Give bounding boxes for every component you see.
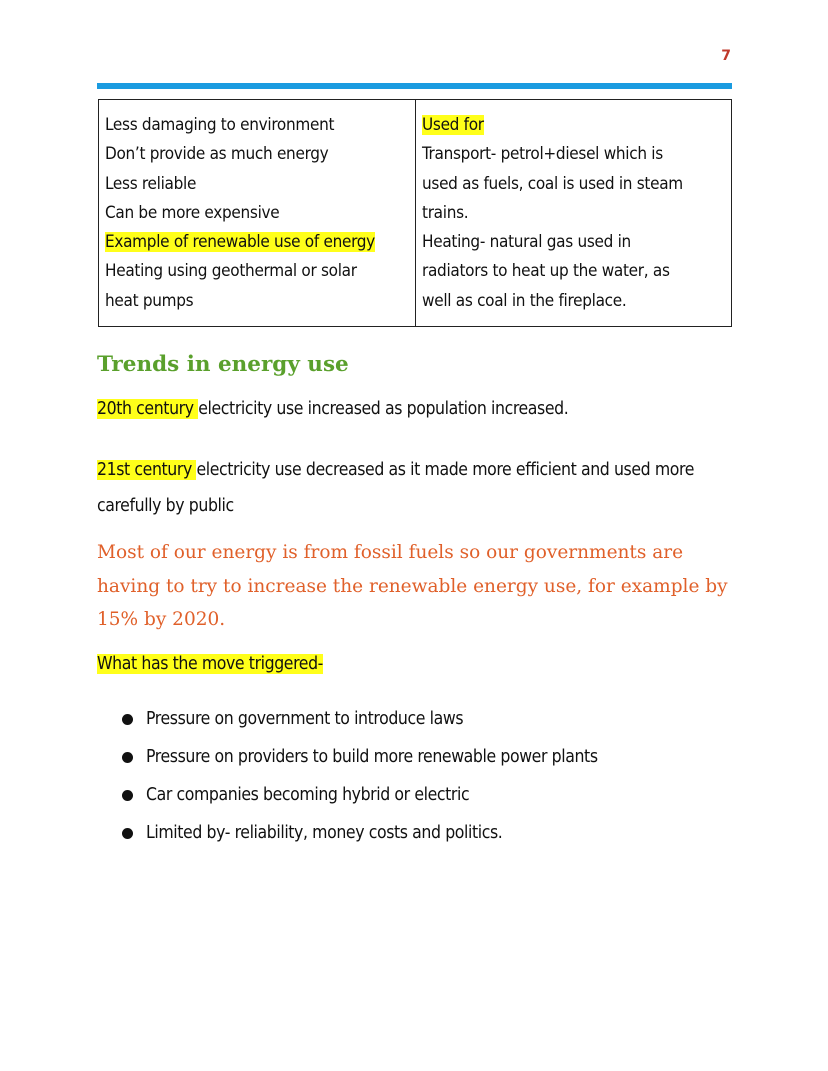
- list-item: [120, 704, 598, 742]
- bullet-icon: [122, 828, 133, 839]
- table-line: heat pumps: [105, 290, 194, 311]
- table-line: Less damaging to environment: [105, 115, 335, 135]
- table-line: Transport- petrol+diesel which is: [422, 144, 663, 165]
- table-line: Don’t provide as much energy: [105, 144, 329, 165]
- list-item: [120, 742, 598, 780]
- notes-table: [98, 99, 732, 327]
- table-line: Heating- natural gas used in: [422, 232, 631, 253]
- table-line: trains.: [422, 202, 469, 223]
- highlight-trigger: What has the move triggered-: [97, 654, 323, 674]
- table-line: well as coal in the fireplace.: [422, 290, 627, 311]
- bullet-icon: [122, 752, 133, 763]
- fossil-fuels-paragraph: Most of our energy is from fossil fuels so our governments are having to try to increase the renewable energy use, for example by 15% by 2020.: [97, 542, 728, 630]
- table-row: [99, 100, 732, 327]
- highlight-20th-century: 20th century: [97, 399, 199, 419]
- paragraph-21st-century: [97, 452, 737, 524]
- list-item-text: Pressure on government to introduce laws: [146, 709, 464, 729]
- page-number: 7: [721, 48, 731, 64]
- paragraph-20th-century: [97, 399, 568, 419]
- list-item-text: Pressure on providers to build more renewable power plants: [146, 747, 598, 767]
- paragraph-text: electricity use increased as population increased.: [198, 399, 569, 419]
- list-item-text: Limited by- reliability, money costs and politics.: [146, 823, 503, 843]
- paragraph-text-continued: carefully by public: [97, 496, 234, 516]
- highlight-21st-century: 21st century: [97, 460, 197, 480]
- table-line: Can be more expensive: [105, 202, 280, 223]
- table-cell-right: [416, 100, 732, 327]
- list-item-text: Car companies becoming hybrid or electric: [146, 785, 470, 805]
- bullet-list: [120, 704, 598, 856]
- table-line: radiators to heat up the water, as: [422, 261, 670, 282]
- trigger-label: [97, 654, 323, 674]
- bullet-icon: [122, 790, 133, 801]
- list-item: [120, 818, 598, 856]
- table-line-highlighted: [105, 228, 409, 257]
- table-line: Less reliable: [105, 173, 197, 194]
- table-line: Heating using geothermal or solar: [105, 261, 357, 282]
- bullet-icon: [122, 714, 133, 725]
- section-heading: Trends in energy use: [97, 352, 349, 377]
- table-line-highlighted: [422, 111, 725, 140]
- table-line: used as fuels, coal is used in steam: [422, 173, 683, 194]
- highlight-example-renewable: Example of renewable use of energy: [105, 232, 375, 253]
- paragraph-text: electricity use decreased as it made more efficient and used more: [196, 460, 694, 480]
- highlight-used-for: Used for: [422, 115, 484, 135]
- table-cell-left: [99, 100, 416, 327]
- header-rule: [97, 83, 732, 89]
- list-item: [120, 780, 598, 818]
